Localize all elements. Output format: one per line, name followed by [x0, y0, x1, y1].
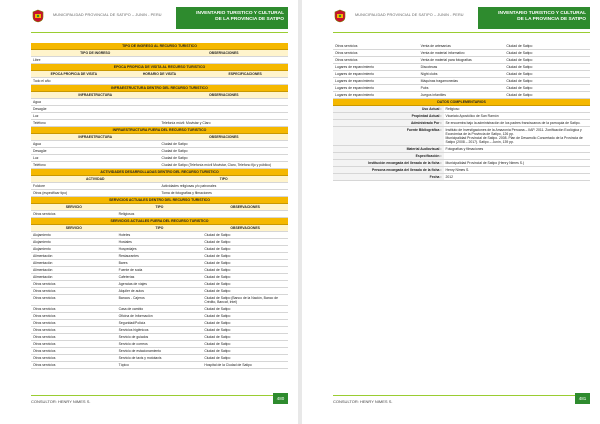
table-row [31, 320, 288, 327]
footer-rule [333, 395, 590, 396]
table-cell: Ciudad de Satipo [204, 247, 231, 251]
section-rows [31, 211, 288, 218]
table-cell [202, 78, 288, 84]
table-cell: Otros servicios [33, 356, 56, 360]
table-cell: Otros servicios [33, 328, 56, 332]
table-row [31, 155, 288, 162]
table-cell: Ciudad de Satipo [204, 307, 231, 311]
table-cell: Ciudad de Satipo [161, 156, 188, 160]
table-cell: Ciudad de Satipo [204, 342, 231, 346]
municipality-name: MUNICIPALIDAD PROVINCIAL DE SATIPO – JUNIN - PERU [355, 13, 464, 17]
table-row [333, 92, 590, 99]
table-cell: Otros servicios [335, 51, 358, 55]
table-cell: Ciudad de Satipo [204, 289, 231, 293]
table-cell: Otros servicios [33, 335, 56, 339]
table-row [31, 57, 288, 64]
table-cell: Vicariato Apostólico de San Ramón [445, 114, 499, 118]
right-page [302, 0, 600, 424]
table-cell: Ciudad de Satipo (Telefonía móvil Movistar, Claro, Telefono fijo y público) [161, 163, 272, 167]
table-row [31, 106, 288, 113]
table-cell: Henry Nimes S. [445, 168, 470, 172]
table-cell: Hostales [118, 240, 132, 244]
table-row [333, 71, 590, 78]
table-cell: Juegos infantiles [420, 93, 446, 97]
table-cell: Ciudad de Satipo [204, 240, 231, 244]
table-row [333, 127, 590, 146]
table-row [333, 43, 590, 50]
table-row [31, 295, 288, 306]
table-cell [160, 57, 289, 63]
table-cell: Religioso [445, 107, 460, 111]
table-cell: Lugares de esparcimiento [335, 86, 375, 90]
table-cell: Ciudad de Satipo [506, 93, 533, 97]
table-cell [160, 106, 289, 112]
section-title: INFRAESTRUCTURA DENTRO DEL RECURSO TURISTICO [31, 85, 288, 92]
col-header: HORARIO DE VISITA [142, 72, 177, 76]
table-row [31, 232, 288, 239]
section-header [31, 92, 288, 99]
title-box [478, 7, 590, 29]
col-header: OBSERVACIONES [209, 93, 239, 97]
table-cell: Ciudad de Satipo [506, 65, 533, 69]
table-cell: Servicios higiénicos [118, 328, 149, 332]
table-cell: Ciudad de Satipo [161, 142, 188, 146]
table-row [31, 246, 288, 253]
section-rows [31, 232, 288, 369]
col-header: SERVICIO [65, 226, 82, 230]
table-row [31, 141, 288, 148]
table-cell: Agencias de viajes [118, 282, 147, 286]
table-cell: Night clubs [420, 72, 438, 76]
table-cell: Hospital de la Ciudad de Satipo [204, 363, 252, 367]
section-title: SERVICIOS ACTUALES FUERA DEL RECURSO TURISTICO [31, 218, 288, 225]
table-cell: Ciudad de Satipo [204, 268, 231, 272]
table-cell: Alimentación [33, 254, 53, 258]
table-row [333, 153, 590, 160]
table-cell: Lugares de esparcimiento [335, 72, 375, 76]
table-cell: Ciudad de Satipo [204, 328, 231, 332]
table-row [31, 239, 288, 246]
table-cell: Alojamiento [33, 240, 51, 244]
col-header: ESPECIFICACIONES [228, 72, 262, 76]
table-cell: Ciudad de Satipo [204, 321, 231, 325]
table-row [333, 78, 590, 85]
table-cell: Ciudad de Satipo (Banco de la Nación, Banco de Crédito, Bancaf, Intel) [204, 296, 279, 304]
municipality-logo-icon [31, 9, 45, 23]
table-row [31, 334, 288, 341]
right-content [333, 43, 590, 181]
table-cell: Hospedajes [118, 247, 137, 251]
col-header: OBSERVACIONES [230, 226, 260, 230]
table-cell: Venta de artesanías [420, 44, 451, 48]
page-header [333, 7, 588, 33]
table-cell: Otros (especificar tipo) [33, 191, 68, 195]
table-cell: Servicio de correos [118, 342, 148, 346]
title-box [176, 7, 288, 29]
col-header: TIPO [219, 177, 228, 181]
table-cell: Oficina de Información [118, 314, 153, 318]
section-header [31, 176, 288, 183]
table-row [31, 348, 288, 355]
table-cell: Institución encargada del llenado de la ficha : [333, 160, 444, 166]
section-title: ACTIVIDADES DESARROLLADAS DENTRO DEL RECURSO TURISTICO [31, 169, 288, 176]
table-cell: Telefonía móvil: Movistar y Claro [161, 121, 211, 125]
table-cell: Hoteles [118, 233, 131, 237]
table-cell: Otros servicios [33, 349, 56, 353]
table-cell: Otros servicios [33, 314, 56, 318]
municipality-logo-icon [333, 9, 347, 23]
table-cell: Alimentación [33, 261, 53, 265]
title-line-1: INVENTARIO TURISTICO Y CULTURAL [498, 11, 586, 16]
table-cell [160, 99, 289, 105]
table-row [31, 274, 288, 281]
table-cell: Lugares de esparcimiento [335, 93, 375, 97]
table-row [31, 355, 288, 362]
section-header [31, 225, 288, 232]
consultor-label: CONSULTOR: HENRY NIMES S. [333, 399, 393, 404]
col-header: OBSERVACIONES [230, 205, 260, 209]
table-cell: Ciudad de Satipo [204, 335, 231, 339]
table-row [31, 288, 288, 295]
col-header: OBSERVACIONES [209, 51, 239, 55]
left-page [0, 0, 298, 424]
municipality-name: MUNICIPALIDAD PROVINCIAL DE SATIPO – JUNIN - PERU [53, 13, 162, 17]
section-header [31, 71, 288, 78]
table-cell: Ciudad de Satipo [204, 356, 231, 360]
section-rows [31, 99, 288, 127]
table-row [333, 50, 590, 57]
table-cell: Agua [33, 100, 41, 104]
section-title: EPOCA PROPICIA DE VISITA AL RECURSO TURISTICO [31, 64, 288, 71]
table-cell: Desagüe [33, 107, 47, 111]
table-cell: Ciudad de Satipo [204, 254, 231, 258]
table-row [333, 167, 590, 174]
consultor-label: CONSULTOR: HENRY NIMES S. [31, 399, 91, 404]
table-cell: Lugares de esparcimiento [335, 65, 375, 69]
table-cell: Seguridad/Policía [118, 321, 146, 325]
col-header: TIPO [155, 226, 164, 230]
table-cell: Teléfono [33, 121, 46, 125]
table-row [31, 113, 288, 120]
table-cell: Teléfono [33, 163, 46, 167]
table-row [31, 267, 288, 274]
table-row [333, 106, 590, 113]
table-row [31, 148, 288, 155]
table-row [31, 306, 288, 313]
table-cell: Venta de material para fotografías [420, 58, 472, 62]
table-cell: Ciudad de Satipo [204, 314, 231, 318]
title-line-1: INVENTARIO TURISTICO Y CULTURAL [196, 11, 284, 16]
table-cell: Ciudad de Satipo [161, 149, 188, 153]
table-row [31, 120, 288, 127]
header-rule [333, 32, 590, 33]
table-cell: Ciudad de Satipo [204, 275, 231, 279]
table-cell: Servicio de taxis y mototaxis [118, 356, 162, 360]
table-row [333, 57, 590, 64]
header-rule [31, 32, 288, 33]
table-cell: Otros servicios [33, 321, 56, 325]
table-cell: Otros servicios [33, 296, 56, 300]
table-row [31, 281, 288, 288]
table-cell: Venta de material informativo [420, 51, 465, 55]
section-rows [333, 106, 590, 181]
table-cell: Agua [33, 142, 41, 146]
footer-rule [31, 395, 288, 396]
table-cell: Alojamiento [33, 247, 51, 251]
table-cell: Fecha : [333, 174, 444, 180]
table-cell: Fuente de soda [118, 268, 143, 272]
section-header [31, 134, 288, 141]
table-row [31, 99, 288, 106]
col-header: EPOCA PROPICIA DE VISITA [50, 72, 98, 76]
table-cell: Folclore [33, 184, 46, 188]
page-header [31, 7, 286, 33]
table-cell: Administrado Por : [333, 120, 444, 126]
table-cell: Tópico [118, 363, 129, 367]
table-cell: Otros servicios [33, 289, 56, 293]
table-cell: Fotografías y filmaciones [445, 147, 484, 151]
table-cell: Religiosos [118, 212, 135, 216]
table-cell: Otros servicios [33, 282, 56, 286]
table-row [31, 253, 288, 260]
table-row [31, 211, 288, 218]
page-number: 481 [575, 393, 590, 404]
section-title: INFRAESTRUCTURA FUERA DEL RECURSO TURISTICO [31, 127, 288, 134]
table-cell: Otros servicios [33, 307, 56, 311]
table-cell: Alimentación [33, 268, 53, 272]
col-header: ACTIVIDAD [86, 177, 105, 181]
table-cell [202, 211, 288, 217]
table-cell: Ciudad de Satipo [506, 44, 533, 48]
table-cell: Servicio de guiados [118, 335, 149, 339]
table-cell: Ciudad de Satipo [506, 58, 533, 62]
table-row [333, 113, 590, 120]
col-header: TIPO DE INGRESO [80, 51, 111, 55]
table-cell: Fuente Bibliográfica : [333, 127, 444, 145]
table-row [31, 190, 288, 197]
table-row [333, 64, 590, 71]
table-cell: Material Audiovisual : [333, 146, 444, 152]
table-cell: Toma de fotografias y filmaciones [161, 191, 212, 195]
table-row [31, 78, 288, 85]
table-cell: Otros servicios [335, 58, 358, 62]
table-cell: Luz [33, 114, 39, 118]
table-row [31, 260, 288, 267]
section-title: DATOS COMPLEMENTARIOS [333, 99, 590, 106]
table-cell: Ciudad de Satipo [506, 86, 533, 90]
table-row [333, 120, 590, 127]
table-cell: Otros servicios [33, 342, 56, 346]
col-header: SERVICIO [65, 205, 82, 209]
table-cell: Se encuentra bajo la administración de los padres franciscanos de la parroquia de Satipo. [445, 121, 581, 125]
page-number: 480 [273, 393, 288, 404]
table-row [333, 85, 590, 92]
table-cell: Restaurantes [118, 254, 139, 258]
section-header [31, 50, 288, 57]
table-row [31, 341, 288, 348]
table-row [31, 162, 288, 169]
table-cell: Especificación : [333, 153, 444, 159]
section-rows [333, 43, 590, 99]
col-header: TIPO [155, 205, 164, 209]
table-cell: Uso Actual : [333, 106, 444, 112]
table-cell: Alquiler de autos [118, 289, 144, 293]
table-cell: Propiedad Actual : [333, 113, 444, 119]
left-content [31, 43, 288, 369]
title-line-2: DE LA PROVINCIA DE SATIPO [215, 17, 284, 22]
table-cell: Todo el año [33, 79, 51, 83]
table-cell: Cafeterías [118, 275, 135, 279]
table-row [31, 327, 288, 334]
table-cell: Máquinas tragamonedas [420, 79, 458, 83]
table-cell: Libre [33, 58, 41, 62]
table-row [31, 183, 288, 190]
col-header: OBSERVACIONES [209, 135, 239, 139]
table-cell: Bares [118, 261, 128, 265]
table-cell: Ciudad de Satipo [204, 261, 231, 265]
table-cell: Otros servicios [33, 363, 56, 367]
table-cell: Persona encargada del llenado de la ficha : [333, 167, 444, 173]
col-header: INFRAESTRUCTURA [78, 93, 113, 97]
table-cell: Pubs [420, 86, 429, 90]
table-cell: Ciudad de Satipo [506, 51, 533, 55]
table-cell: Discotecas [420, 65, 438, 69]
section-title: SERVICIOS ACTUALES DENTRO DEL RECURSO TURISTICO [31, 197, 288, 204]
table-cell: Bancos - Cajeros [118, 296, 145, 300]
table-cell [117, 78, 203, 84]
table-cell: Ciudad de Satipo [204, 349, 231, 353]
table-cell: Otros servicios [335, 44, 358, 48]
section-header [31, 204, 288, 211]
table-cell: Ciudad de Satipo [506, 72, 533, 76]
table-cell: Otros servicios [33, 212, 56, 216]
table-cell: Actividades religiosas y/o patronales [161, 184, 217, 188]
table-row [333, 160, 590, 167]
table-row [333, 146, 590, 153]
table-cell: Ciudad de Satipo [204, 282, 231, 286]
table-cell: Municipalidad Provincial de Satipo (Henry Nimes S.) [445, 161, 525, 165]
table-row [333, 174, 590, 181]
section-title: TIPO DE INGRESO AL RECURSO TURISTICO [31, 43, 288, 50]
table-cell: 2012 [445, 175, 454, 179]
table-row [31, 313, 288, 320]
table-cell: Lugares de esparcimiento [335, 79, 375, 83]
table-cell [160, 113, 289, 119]
title-line-2: DE LA PROVINCIA DE SATIPO [517, 17, 586, 22]
table-cell: Luz [33, 156, 39, 160]
table-cell [444, 153, 590, 159]
table-cell: Servicio de estacionamiento [118, 349, 162, 353]
table-cell: Instituto de Investigaciones de la Amazonía Peruana – IIAP. 2011. Zonificación Ecológica y Económica de la Provincia de Satipo, 126 pp. Municipalidad Provincial de Satipo. 2008. Plan de Desarrollo Concertado de la Provincia de Satipo (2008 – 2017). Satipo – Junín, 139 pp. [445, 128, 583, 144]
section-rows [31, 141, 288, 169]
table-cell: Alimentación [33, 275, 53, 279]
table-cell: Alojamiento [33, 233, 51, 237]
table-row [31, 362, 288, 369]
table-cell: Casa de cambio [118, 307, 144, 311]
col-header: INFRAESTRUCTURA [78, 135, 113, 139]
table-cell: Desagüe [33, 149, 47, 153]
section-rows [31, 183, 288, 197]
table-cell: Ciudad de Satipo [204, 233, 231, 237]
table-cell: Ciudad de Satipo [506, 79, 533, 83]
